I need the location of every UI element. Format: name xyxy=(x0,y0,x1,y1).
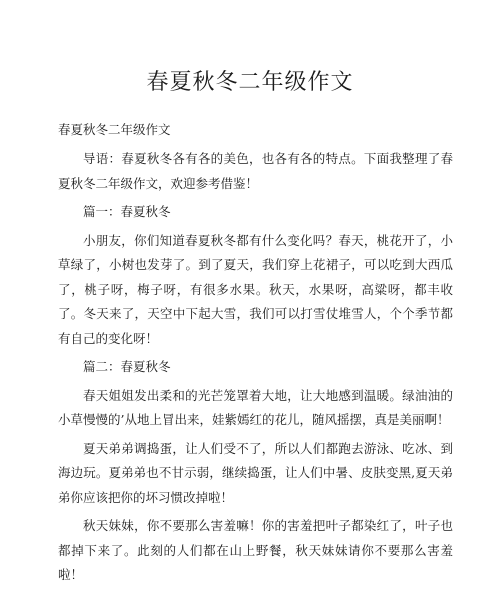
section-heading-2: 篇二：春夏秋冬 xyxy=(83,359,171,374)
intro-paragraph: 导语：春夏秋冬各有各的美色，也各有各的特点。下面我整理了春夏秋冬二年级作文，欢迎参考借鉴！ xyxy=(58,151,453,191)
document-body xyxy=(58,147,453,592)
document-subtitle: 春夏秋冬二年级作文 xyxy=(58,122,171,137)
section-2-paragraph-summer: 夏天弟弟调捣蛋，让人们受不了，所以人们都跑去游泳、吃冰、到海边玩。夏弟弟也不甘示弱，继续捣蛋，让人们中暑、皮肤变黑,夏天弟弟你应该把你的坏习惯改掉啦！ xyxy=(58,440,453,505)
section-1-paragraph: 小朋友，你们知道春夏秋冬都有什么变化吗？春天，桃花开了，小草绿了，小树也发芽了。到了夏天，我们穿上花裙子，可以吃到大西瓜了，桃子呀，梅子呀，有很多水果。秋天，水果呀，高粱呀，都丰收了。冬天来了，天空中下起大雪，我们可以打雪仗堆雪人，个个季节都有自己的变化呀！ xyxy=(58,232,453,346)
document-title: 春夏秋冬二年级作文 xyxy=(146,70,354,95)
section-2-paragraph-spring: 春天姐姐发出柔和的光芒笼罩着大地，让大地感到温暖。绿油油的小草慢慢的’从地上冒出来，娃紫嫣红的花儿，随风摇摆，真是美丽啊！ xyxy=(58,387,453,427)
section-heading-1: 篇一：春夏秋冬 xyxy=(83,204,171,219)
section-2-paragraph-autumn: 秋天妹妹，你不要那么害羞嘛！你的害羞把叶子都染红了，叶子也都掉下来了。此刻的人们都在山上野餐，秋天妹妹请你不要那么害羞啦！ xyxy=(58,518,453,582)
